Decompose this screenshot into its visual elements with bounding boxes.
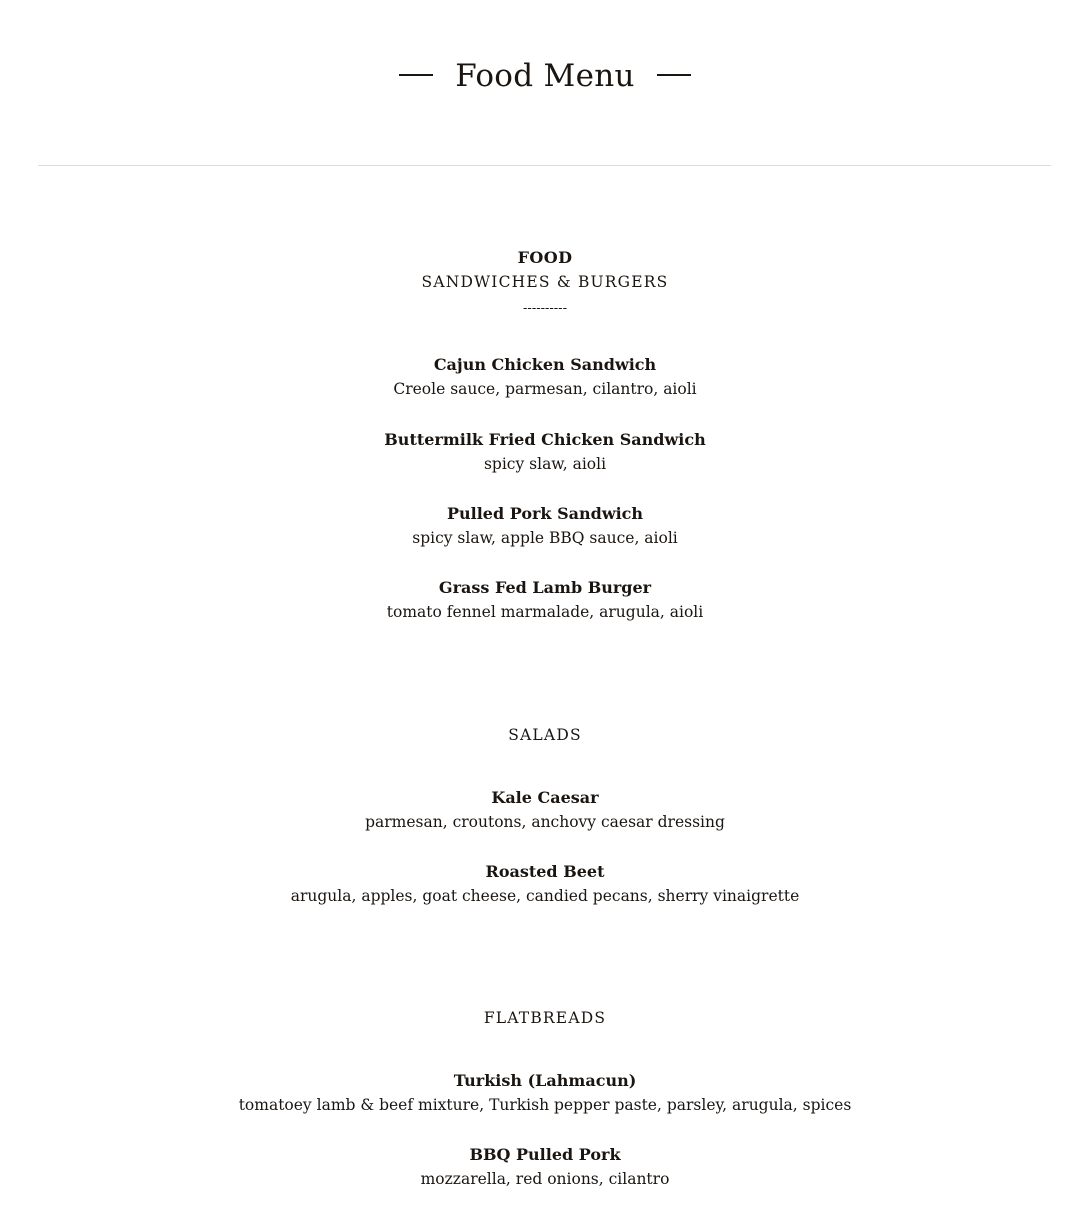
menu-item-description: spicy slaw, aioli xyxy=(483,455,607,473)
menu-item-description: Creole sauce, parmesan, cilantro, aioli xyxy=(393,380,697,398)
menu-item-description: mozzarella, red onions, cilantro xyxy=(420,1170,670,1188)
menu-item-name: Roasted Beet xyxy=(485,862,605,881)
menu-item-description: parmesan, croutons, anchovy caesar dressing xyxy=(365,813,725,831)
menu-item-name: Cajun Chicken Sandwich xyxy=(433,355,657,374)
menu-item-description: arugula, apples, goat cheese, candied pecans, sherry vinaigrette xyxy=(290,887,800,905)
header-divider xyxy=(38,165,1051,166)
page-title: Food Menu xyxy=(455,57,635,94)
menu-item-description: tomatoey lamb & beef mixture, Turkish pepper paste, parsley, arugula, spices xyxy=(238,1096,852,1114)
section-separator: ---------- xyxy=(523,301,567,316)
menu-item-name: Turkish (Lahmacun) xyxy=(453,1071,637,1090)
section-title: SANDWICHES & BURGERS xyxy=(421,273,669,291)
section-title: SALADS xyxy=(508,726,582,744)
menu-item-name: Kale Caesar xyxy=(491,788,599,807)
menu-item-name: Pulled Pork Sandwich xyxy=(446,504,644,523)
page-title-row xyxy=(0,52,1090,98)
menu-item-description: tomato fennel marmalade, arugula, aioli xyxy=(386,603,704,621)
menu-item-description: spicy slaw, apple BBQ sauce, aioli xyxy=(412,529,678,547)
menu-item-name: Buttermilk Fried Chicken Sandwich xyxy=(384,430,706,449)
menu-category-label: FOOD xyxy=(517,248,573,267)
menu-item-name: Grass Fed Lamb Burger xyxy=(438,578,652,597)
section-title: FLATBREADS xyxy=(483,1009,607,1027)
menu-item-name: BBQ Pulled Pork xyxy=(469,1145,621,1164)
title-dash-right xyxy=(657,74,691,76)
title-dash-left xyxy=(399,74,433,76)
page-header xyxy=(0,0,1090,150)
